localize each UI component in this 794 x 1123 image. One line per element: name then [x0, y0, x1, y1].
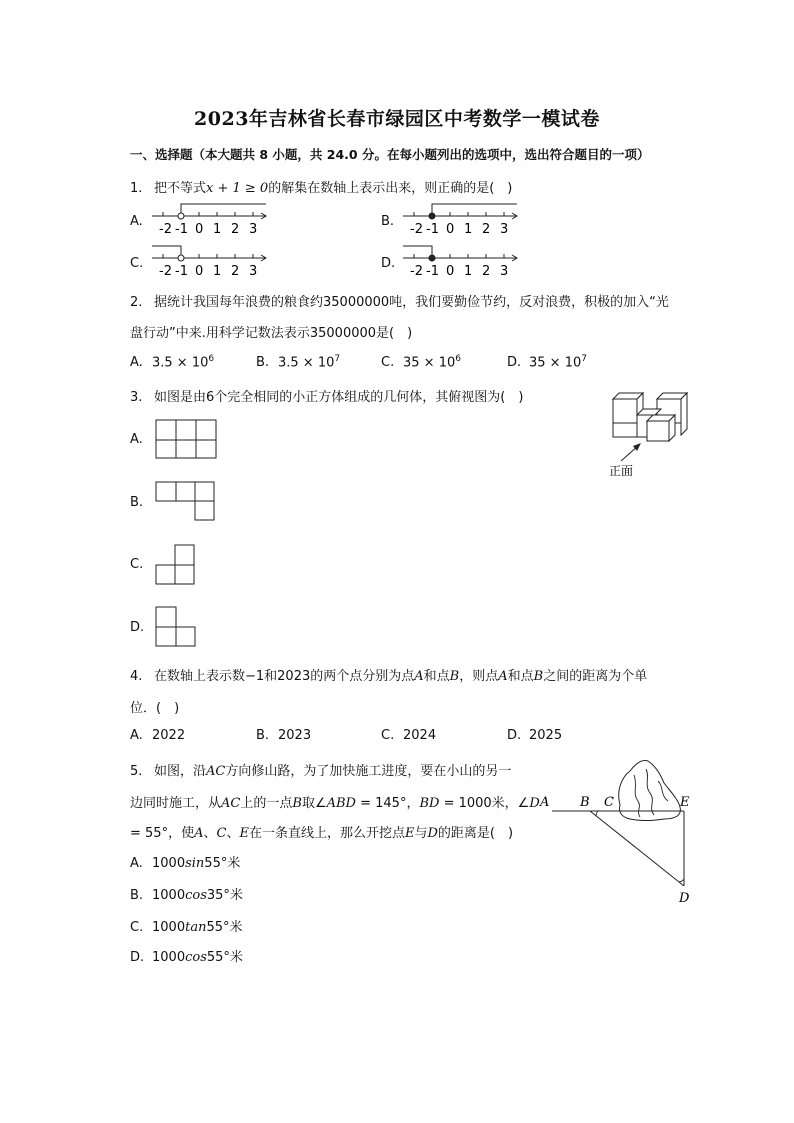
question-4-continued: 位．( )	[130, 701, 180, 716]
q2-option-b[interactable]: B. $3.5 \times 10^7$	[256, 354, 341, 371]
question-number: 5.	[130, 764, 143, 779]
q2-option-d[interactable]: D. $35 \times 10^7$	[507, 354, 587, 371]
point-label-b: B	[580, 795, 590, 810]
number-line-b	[401, 202, 526, 238]
tick-label: 1	[213, 222, 222, 237]
tick-label: -2	[410, 222, 423, 237]
question-number: 4.	[130, 669, 143, 684]
tick-label: 3	[500, 264, 509, 279]
tick-label: 0	[446, 222, 455, 237]
q3-figure-a	[155, 419, 219, 461]
q3-option-d[interactable]: D.	[130, 620, 145, 635]
q5-option-b[interactable]: B. 1000cos35°米	[130, 888, 243, 903]
tick-label: -1	[175, 222, 188, 237]
number-line-a	[150, 202, 275, 238]
tick-label: 2	[231, 264, 240, 279]
tick-label: -1	[426, 222, 439, 237]
section-heading: 一、选择题（本大题共 8 小题，共 24.0 分。在每小题列出的选项中，选出符合题目的一项）	[130, 147, 650, 162]
tick-label: 3	[249, 222, 258, 237]
question-2-continued: 盘行动”中来.用科学记数法表示35000000是( )	[130, 326, 413, 341]
q4-option-a[interactable]: A. 2022	[130, 728, 186, 743]
q5-option-c[interactable]: C. 1000tan55°米	[130, 920, 243, 935]
mountain-figure	[538, 755, 698, 910]
q1-option-c[interactable]: C.	[130, 256, 144, 271]
q1-option-a[interactable]: A.	[130, 214, 143, 229]
point-label-c: C	[604, 795, 614, 810]
tick-label: 2	[231, 222, 240, 237]
question-2: 2. 据统计我国每年浪费的粮食约35000000吨，我们要勤俭节约，反对浪费，积极的加入“光	[130, 295, 669, 310]
tick-label: -1	[426, 264, 439, 279]
q3-option-b[interactable]: B.	[130, 495, 144, 510]
q3-option-c[interactable]: C.	[130, 557, 144, 572]
q3-figure-c	[155, 544, 199, 588]
q3-figure-d	[155, 606, 199, 650]
tick-label: 1	[464, 264, 473, 279]
q1-option-b[interactable]: B.	[381, 214, 395, 229]
number-line-c	[150, 244, 275, 280]
tick-label: 3	[500, 222, 509, 237]
question-5-line3: = 55°，使A、C、E在一条直线上，那么开挖点E与D的距离是( )	[130, 826, 514, 841]
question-number: 3.	[130, 390, 143, 405]
q3-figure-b	[155, 481, 219, 523]
q4-option-b[interactable]: B. 2023	[256, 728, 312, 743]
tick-label: 2	[482, 264, 491, 279]
point-label-a: A	[540, 795, 550, 810]
q4-option-d[interactable]: D. 2025	[507, 728, 563, 743]
q3-option-a[interactable]: A.	[130, 432, 143, 447]
q4-option-c[interactable]: C. 2024	[381, 728, 437, 743]
tick-label: 2	[482, 222, 491, 237]
point-label-d: D	[679, 891, 690, 906]
q2-option-c[interactable]: C. $35 \times 10^6$	[381, 354, 461, 371]
tick-label: 1	[213, 264, 222, 279]
q5-option-a[interactable]: A. 1000sin55°米	[130, 856, 241, 871]
number-line-d	[401, 244, 526, 280]
question-number: 1.	[130, 181, 143, 196]
tick-label: -2	[159, 222, 172, 237]
question-5-line2: 边同时施工，从AC上的一点B取∠ABD = 145°，BD = 1000米，∠D	[130, 796, 540, 811]
front-label: 正面	[609, 464, 634, 478]
tick-label: -2	[410, 264, 423, 279]
question-4: 4. 在数轴上表示数−1和2023的两个点分别为点A和点B，则点A和点B之间的距离为个单	[130, 669, 648, 684]
page-title: 2023年吉林省长春市绿园区中考数学一模试卷	[194, 108, 600, 130]
tick-label: 0	[195, 264, 204, 279]
tick-label: -2	[159, 264, 172, 279]
cube-figure	[605, 385, 695, 480]
question-number: 2.	[130, 295, 143, 310]
tick-label: 0	[446, 264, 455, 279]
question-1: 1. 把不等式x + 1 ≥ 0的解集在数轴上表示出来，则正确的是( )	[130, 181, 513, 196]
tick-label: 1	[464, 222, 473, 237]
q1-option-d[interactable]: D.	[381, 256, 396, 271]
q2-option-a[interactable]: A. $3.5 \times 10^6$	[130, 354, 215, 371]
q5-option-d[interactable]: D. 1000cos55°米	[130, 950, 243, 965]
tick-label: 0	[195, 222, 204, 237]
point-label-e: E	[680, 795, 690, 810]
question-5: 5. 如图，沿AC方向修山路，为了加快施工进度，要在小山的另一	[130, 764, 512, 779]
tick-label: -1	[175, 264, 188, 279]
question-3: 3. 如图是由6个完全相同的小正方体组成的几何体，其俯视图为( )	[130, 390, 524, 405]
tick-label: 3	[249, 264, 258, 279]
